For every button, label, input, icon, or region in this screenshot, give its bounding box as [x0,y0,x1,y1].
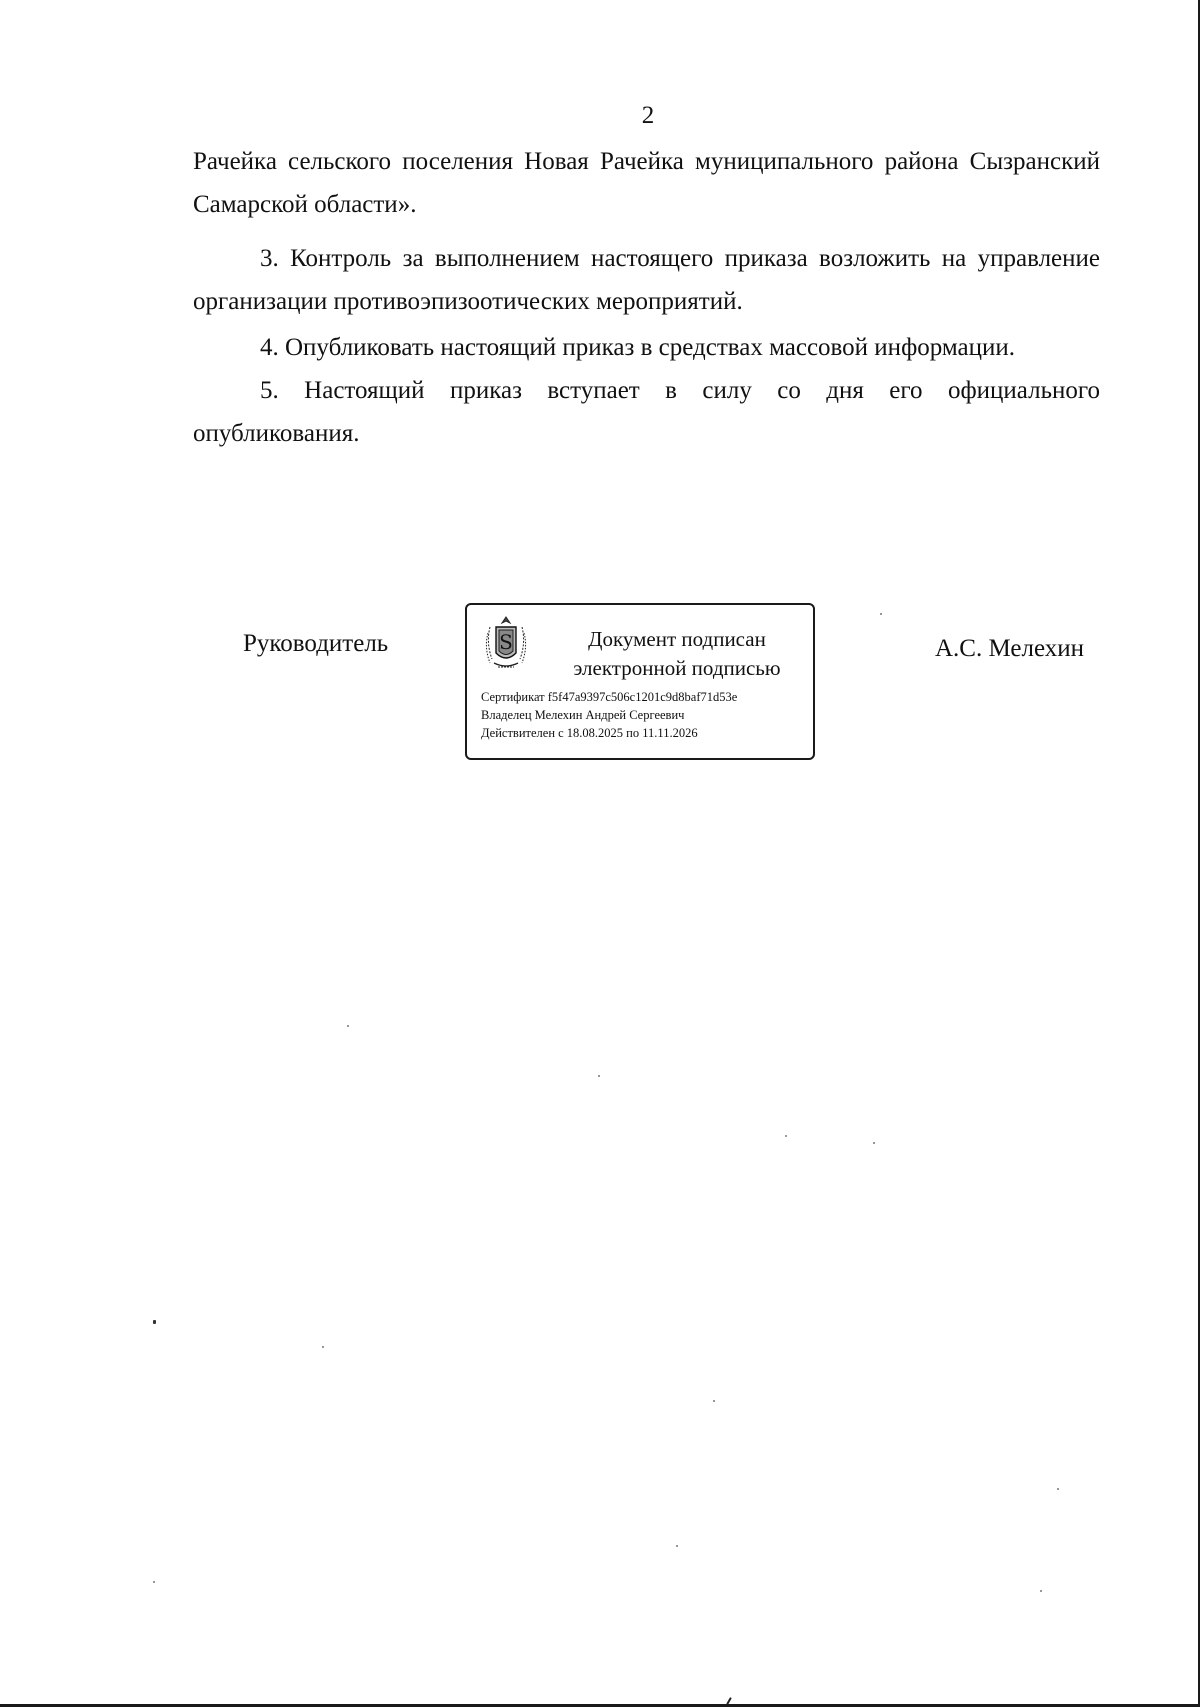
scan-speck [322,1346,324,1348]
stamp-validity: Действителен с 18.08.2025 по 11.11.2026 [481,726,698,740]
page-number: 2 [641,102,655,129]
scan-speck [880,613,882,615]
stamp-title-line-1: Документ подписан [588,627,766,651]
coat-of-arms-icon [484,613,528,675]
paragraph-continuation: Рачейка сельского поселения Новая Рачейка муниципального района Сызранский Самарской области». [193,148,1100,218]
stamp-title [562,625,792,683]
stamp-certificate: Сертификат f5f47a9397c506c1201c9d8baf71d53e [481,690,738,704]
stamp-title-line-2: электронной подписью [573,656,781,680]
scan-speck [153,1581,155,1583]
paragraph-item-5: 5. Настоящий приказ вступает в силу со дня его официального опубликования. [193,377,1100,447]
scan-speck [713,1400,715,1402]
scan-speck [873,1142,875,1144]
signer-name: А.С. Мелехин [935,635,1084,662]
scan-speck [153,1320,156,1324]
scan-speck [785,1135,787,1137]
svg-text:S: S [499,630,513,654]
signer-role: Руководитель [243,630,389,657]
paragraph-item-3: 3. Контроль за выполнением настоящего приказа возложить на управление организации противоэпизоотических мероприятий. [193,245,1100,315]
scan-speck [347,1025,349,1027]
scan-speck [676,1545,678,1547]
electronic-signature-stamp [465,603,815,760]
stamp-owner: Владелец Мелехин Андрей Сергеевич [481,708,685,722]
scan-speck [1057,1488,1059,1490]
scan-speck [1040,1590,1042,1592]
scan-speck [598,1075,600,1077]
paragraph-item-4: 4. Опубликовать настоящий приказ в средствах массовой информации. [260,334,1016,361]
